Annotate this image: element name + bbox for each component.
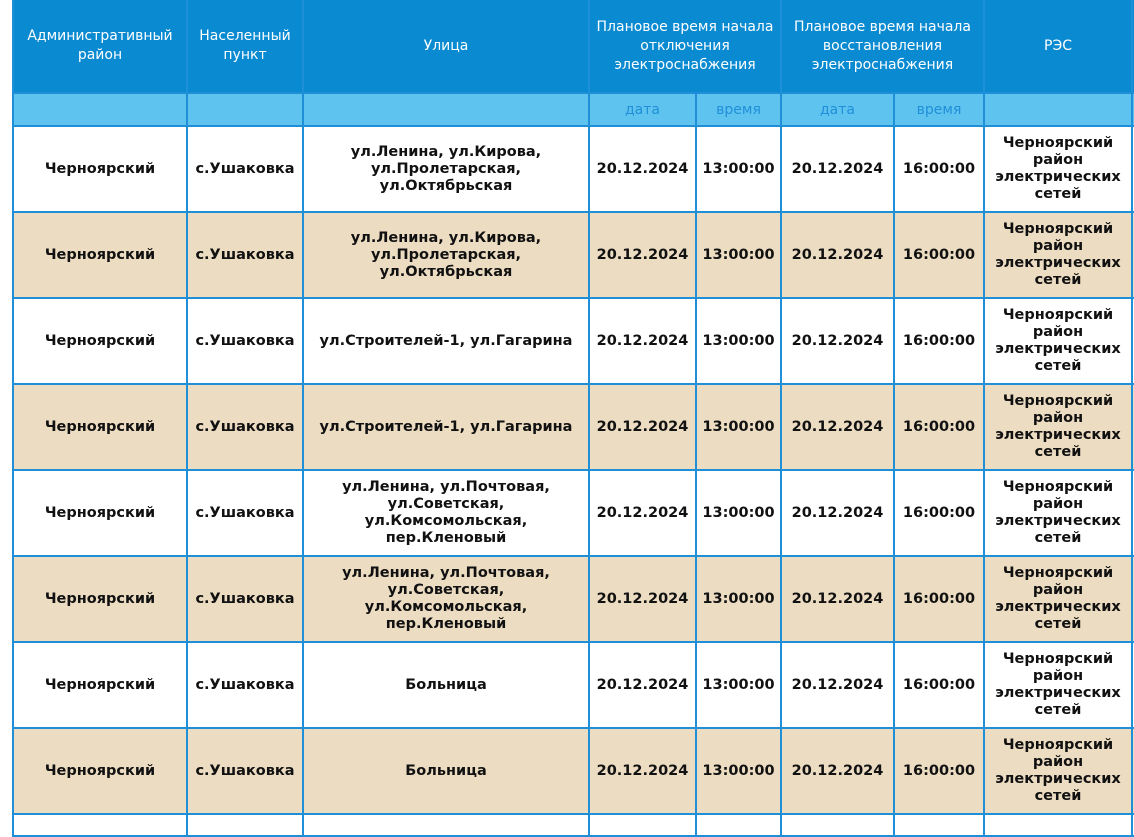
cell-off-date: 20.12.2024 (589, 212, 696, 298)
cell-empty (187, 814, 303, 836)
header-settlement: Населенный пункт (187, 0, 303, 93)
subheader-on-date: дата (781, 93, 894, 126)
cell-empty (894, 814, 984, 836)
cell-on-time: 16:00:00 (894, 728, 984, 814)
cell-settlement: с.Ушаковка (187, 556, 303, 642)
cell-on-time: 16:00:00 (894, 212, 984, 298)
table-row (13, 126, 1134, 212)
cell-off-date: 20.12.2024 (589, 728, 696, 814)
subheader-empty (303, 93, 589, 126)
cell-empty (589, 814, 696, 836)
cell-on-date: 20.12.2024 (781, 298, 894, 384)
cell-district: Черноярский (13, 298, 187, 384)
cell-off-time: 13:00:00 (696, 126, 781, 212)
cell-settlement: с.Ушаковка (187, 728, 303, 814)
cell-empty (303, 814, 589, 836)
subheader-on-time: время (894, 93, 984, 126)
cell-off-date: 20.12.2024 (589, 126, 696, 212)
header-row (13, 0, 1134, 93)
cell-on-time: 16:00:00 (894, 126, 984, 212)
cell-on-date: 20.12.2024 (781, 556, 894, 642)
table-row (13, 298, 1134, 384)
cell-on-time: 16:00:00 (894, 384, 984, 470)
cell-street: ул.Ленина, ул.Кирова, ул.Пролетарская, ул.Октябрьская (303, 126, 589, 212)
cell-district: Черноярский (13, 126, 187, 212)
cell-settlement: с.Ушаковка (187, 470, 303, 556)
cell-off-time: 13:00:00 (696, 384, 781, 470)
cell-res: Черноярский район электрических сетей (984, 298, 1132, 384)
cell-settlement: с.Ушаковка (187, 212, 303, 298)
cell-off-date: 20.12.2024 (589, 384, 696, 470)
cell-settlement: с.Ушаковка (187, 384, 303, 470)
header-res: РЭС (984, 0, 1132, 93)
cell-settlement: с.Ушаковка (187, 298, 303, 384)
cell-street: ул.Ленина, ул.Почтовая, ул.Советская, ул.Комсомольская, пер.Кленовый (303, 556, 589, 642)
cell-res: Черноярский район электрических сетей (984, 384, 1132, 470)
cell-off-time: 13:00:00 (696, 728, 781, 814)
cell-on-date: 20.12.2024 (781, 642, 894, 728)
cell-on-date: 20.12.2024 (781, 126, 894, 212)
table-row (13, 384, 1134, 470)
cell-res: Черноярский район электрических сетей (984, 212, 1132, 298)
cell-res: Черноярский район электрических сетей (984, 126, 1132, 212)
cell-off-time: 13:00:00 (696, 212, 781, 298)
cell-settlement: с.Ушаковка (187, 126, 303, 212)
header-district: Административный район (13, 0, 187, 93)
cell-off-time: 13:00:00 (696, 470, 781, 556)
subheader-empty (13, 93, 187, 126)
cell-street: ул.Строителей-1, ул.Гагарина (303, 298, 589, 384)
cell-empty (13, 814, 187, 836)
cell-empty (696, 814, 781, 836)
table-row (13, 642, 1134, 728)
header-on-time: Плановое время начала восстановления электроснабжения (781, 0, 984, 93)
cell-district: Черноярский (13, 728, 187, 814)
cell-on-date: 20.12.2024 (781, 384, 894, 470)
cell-res: Черноярский район электрических сетей (984, 470, 1132, 556)
cell-street: ул.Ленина, ул.Кирова, ул.Пролетарская, ул.Октябрьская (303, 212, 589, 298)
cell-district: Черноярский (13, 556, 187, 642)
header-off-time: Плановое время начала отключения электроснабжения (589, 0, 781, 93)
table-row (13, 470, 1134, 556)
cell-street: Больница (303, 642, 589, 728)
subheader-off-date: дата (589, 93, 696, 126)
cell-district: Черноярский (13, 212, 187, 298)
cell-res: Черноярский район электрических сетей (984, 556, 1132, 642)
table-row (13, 556, 1134, 642)
subheader-empty (984, 93, 1132, 126)
subheader-row (13, 93, 1134, 126)
header-street: Улица (303, 0, 589, 93)
cell-street: Больница (303, 728, 589, 814)
cell-district: Черноярский (13, 384, 187, 470)
cell-on-date: 20.12.2024 (781, 728, 894, 814)
cell-empty (984, 814, 1132, 836)
cell-on-date: 20.12.2024 (781, 212, 894, 298)
cell-off-date: 20.12.2024 (589, 298, 696, 384)
cell-street: ул.Строителей-1, ул.Гагарина (303, 384, 589, 470)
cell-on-time: 16:00:00 (894, 556, 984, 642)
table-row (13, 814, 1134, 836)
cell-district: Черноярский (13, 642, 187, 728)
cell-res: Черноярский район электрических сетей (984, 728, 1132, 814)
outage-schedule-table (12, 0, 1134, 837)
cell-on-time: 16:00:00 (894, 642, 984, 728)
cell-on-time: 16:00:00 (894, 470, 984, 556)
cell-res: Черноярский район электрических сетей (984, 642, 1132, 728)
table-row (13, 212, 1134, 298)
cell-off-date: 20.12.2024 (589, 556, 696, 642)
subheader-off-time: время (696, 93, 781, 126)
cell-settlement: с.Ушаковка (187, 642, 303, 728)
subheader-empty (187, 93, 303, 126)
cell-off-time: 13:00:00 (696, 642, 781, 728)
cell-street: ул.Ленина, ул.Почтовая, ул.Советская, ул.Комсомольская, пер.Кленовый (303, 470, 589, 556)
cell-off-time: 13:00:00 (696, 556, 781, 642)
cell-empty (781, 814, 894, 836)
cell-off-date: 20.12.2024 (589, 642, 696, 728)
cell-district: Черноярский (13, 470, 187, 556)
table-row (13, 728, 1134, 814)
cell-off-time: 13:00:00 (696, 298, 781, 384)
cell-on-time: 16:00:00 (894, 298, 984, 384)
cell-off-date: 20.12.2024 (589, 470, 696, 556)
cell-on-date: 20.12.2024 (781, 470, 894, 556)
